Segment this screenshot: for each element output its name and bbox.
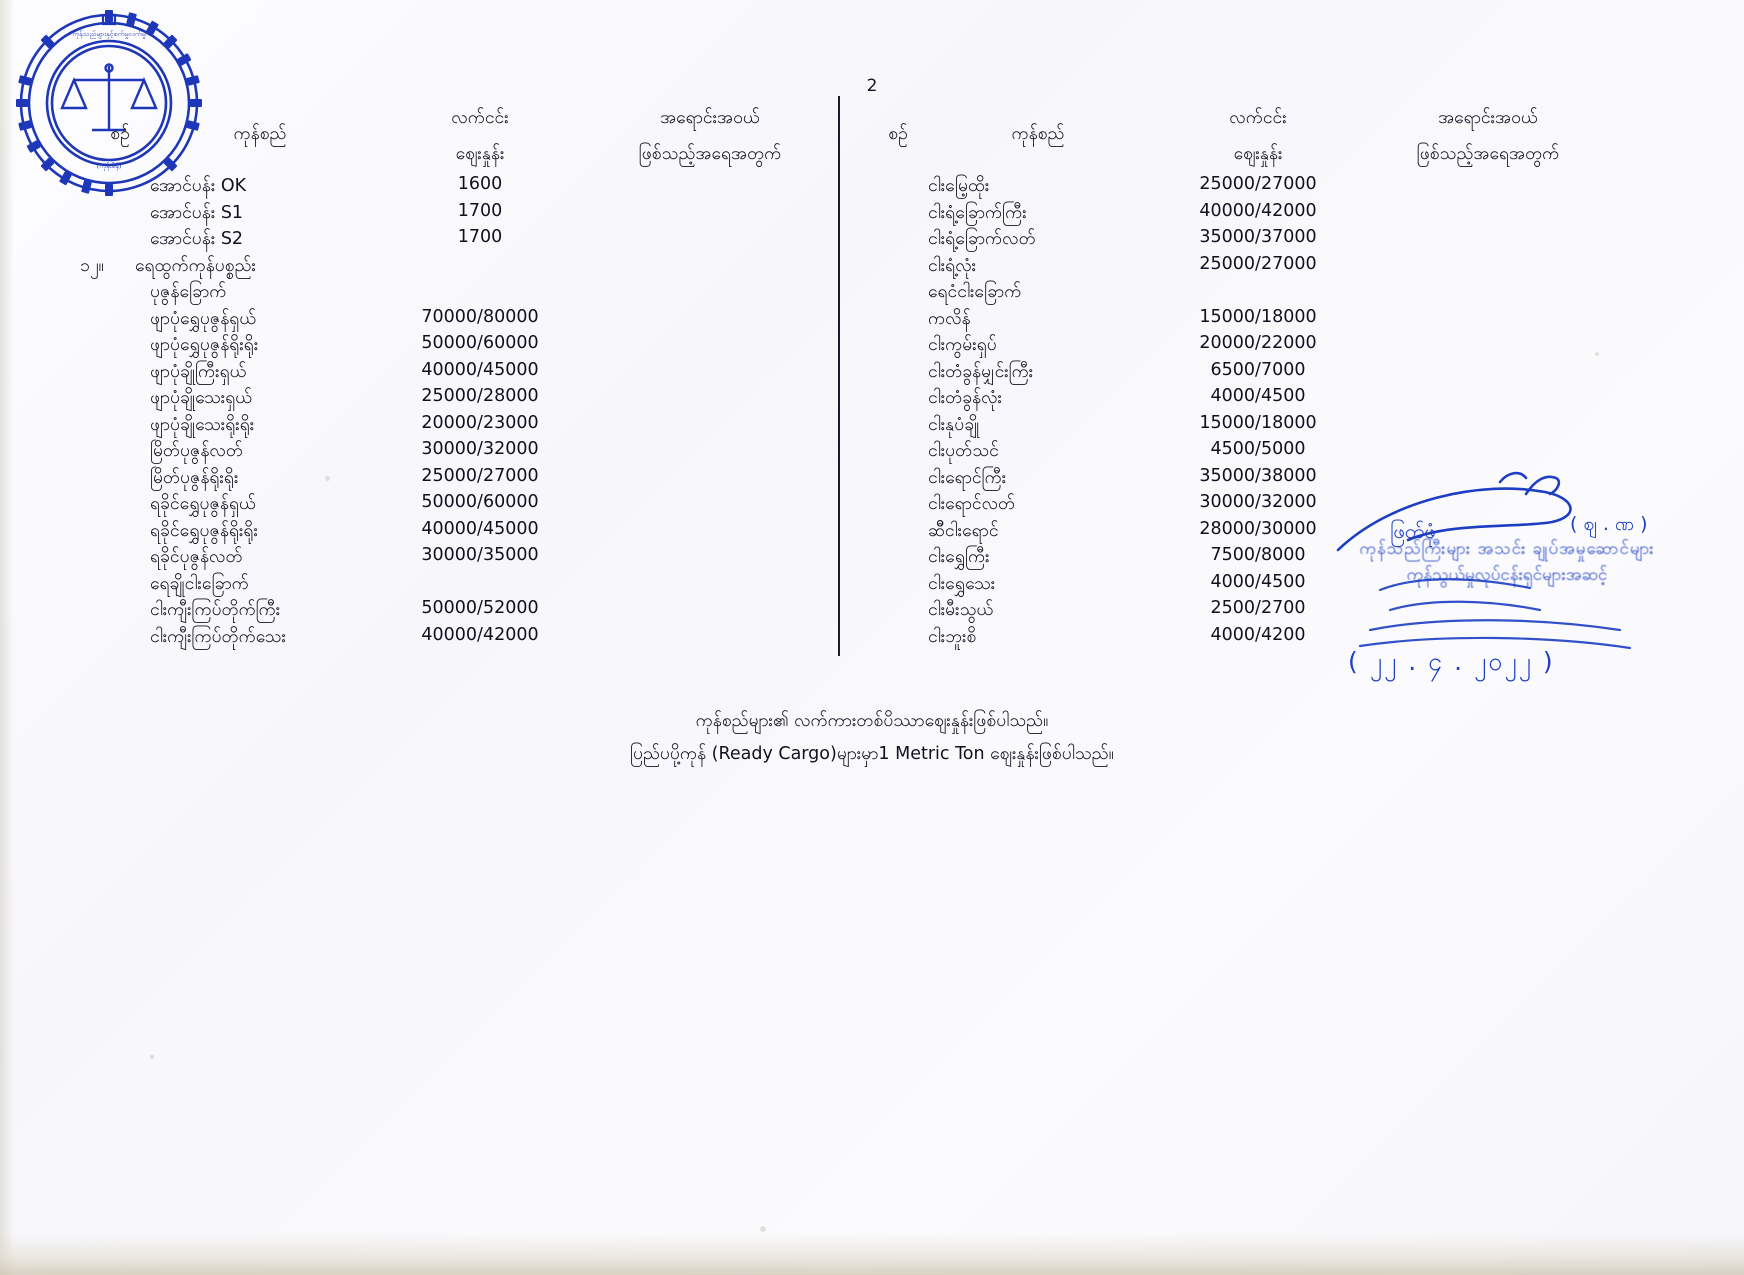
row-price: 2500/2700 (1210, 598, 1306, 618)
row-price: 50000/60000 (421, 333, 539, 353)
footnote-1: ကုန်စည်များ၏ လက်ကားတစ်ပိဿာဈေးနှုန်းဖြစ်ပါသည်။ (695, 711, 1049, 731)
page-edge-left (0, 0, 14, 1275)
table-row (868, 333, 1608, 360)
row-price: 30000/32000 (421, 439, 539, 459)
row-price: 35000/37000 (1199, 227, 1317, 247)
row-item-name: ရေထွက်ကုန်ပစ္စည်း (135, 255, 256, 276)
row-price: 1700 (457, 200, 503, 221)
row-price: 40000/45000 (421, 518, 539, 539)
row-item-name: ဖျာပုံချိုကြီးရှယ် (150, 361, 247, 382)
table-row (868, 227, 1608, 254)
header-no: စဉ် (888, 124, 908, 144)
row-price: 4000/4500 (1210, 386, 1306, 406)
stamp-line-1: ကုန်သည်ကြီးများ အသင်း ချုပ်အမှုဆောင်များ (1359, 539, 1655, 559)
row-item-name: ငါးကွမ်းရှပ် (928, 335, 997, 355)
table-row (868, 386, 1608, 413)
signature-block (1330, 470, 1730, 770)
table-row (90, 360, 830, 387)
table-row (90, 307, 830, 334)
row-price: 70000/80000 (421, 306, 539, 327)
table-row (868, 360, 1608, 387)
table-row (90, 545, 830, 572)
header-note-line1: အရောင်းအဝယ် (660, 108, 760, 128)
header-item: ကုန်စည် (1011, 124, 1065, 144)
row-item-name: ငါးပုတ်သင် (928, 441, 999, 461)
row-item-name: ငါးနုပံချို (928, 414, 980, 435)
price-table-left (80, 100, 830, 651)
column-divider (838, 96, 840, 656)
header-price (380, 100, 580, 172)
table-row (868, 174, 1608, 201)
row-price: 35000/38000 (1199, 465, 1317, 486)
row-item-name: ငါးမီးသွယ် (928, 600, 994, 620)
header-note-line2: ဖြစ်သည့်အရေအတွက် (1416, 144, 1560, 164)
header-price-line2: ဈေးနှုန်း (455, 144, 505, 164)
footnote-2: ပြည်ပပို့ကုန် (Ready Cargo)များမှာ1 Metric Ton ဈေးနှုန်းဖြစ်ပါသည်။ (630, 744, 1114, 764)
scan-speck (760, 1226, 766, 1232)
seal-outer-text: ကုန်သည်များနှင့်စက်မှုလက်မှု (72, 30, 146, 38)
row-price: 25000/27000 (1199, 253, 1317, 274)
row-item-name: ရခိုင်ရွှေပုဇွန်ရှယ် (150, 494, 256, 514)
row-price: 40000/42000 (1199, 200, 1317, 221)
row-item-name: ရခိုင်ပုဇွန်လတ် (150, 547, 243, 567)
row-item-name: ဖျာပုံချိုသေးရှယ် (150, 388, 253, 408)
row-price: 40000/45000 (421, 359, 539, 380)
row-price: 4000/4200 (1210, 624, 1306, 645)
header-price (1158, 100, 1358, 172)
row-item-name: ငါးဘူးစိ (928, 626, 977, 647)
table-row (868, 439, 1608, 466)
header-price-line2: ဈေးနှုန်း (1233, 144, 1283, 164)
row-item-name: ငါးကျီးကြပ်တိုက်သေး (150, 626, 286, 647)
signature-date: ( ၂၂ . ၄ . ၂၀၂၂ ) (1348, 647, 1555, 676)
table-row (868, 254, 1608, 281)
table-row (868, 307, 1608, 334)
seal-inner-text: (ကုန်းစိန်) (96, 162, 122, 170)
row-item-name: ငါးတံခွန်လုံး (928, 388, 1002, 408)
header-note-line2: ဖြစ်သည့်အရေအတွက် (638, 144, 782, 164)
header-note (1368, 100, 1608, 172)
table-body-left (80, 174, 830, 651)
row-price: 25000/28000 (421, 386, 539, 406)
scan-speck (325, 476, 330, 481)
row-item-name: ငါးရွှေသေး (928, 573, 996, 594)
row-price: 4500/5000 (1210, 439, 1306, 459)
row-item-name: ငါးရောင်ကြီး (928, 467, 1007, 488)
row-number: ၁၂။ (80, 255, 104, 276)
table-row (90, 280, 830, 307)
table-row (868, 201, 1608, 228)
row-price: 50000/52000 (421, 598, 539, 618)
row-item-name: ရခိုင်ရွှေပုဇွန်ရိုးရိုး (150, 520, 258, 541)
header-no: စဉ် (110, 124, 130, 144)
table-row (90, 572, 830, 599)
table-row (90, 519, 830, 546)
row-item-name: ငါးမြေ့ထိုး (928, 176, 990, 196)
table-row (90, 333, 830, 360)
table-header-right (868, 100, 1608, 172)
row-item-name: ငါးရွှေကြီး (928, 547, 990, 567)
table-row (90, 227, 830, 254)
header-price-line1: လက်ငင်း (451, 108, 509, 128)
row-price: 30000/35000 (421, 545, 539, 565)
row-item-name: မြိတ်ပုဇွန်လတ် (150, 441, 243, 461)
table-row (90, 492, 830, 519)
row-item-name: အောင်ပန်း OK (150, 176, 247, 196)
table-row (90, 439, 830, 466)
row-item-name: ငါးတံခွန်မျှင်းကြီး (928, 361, 1034, 382)
signature-name: ဖြတ်ဖုံ (1390, 519, 1436, 543)
table-row (90, 466, 830, 493)
header-price-line1: လက်ငင်း (1229, 108, 1287, 128)
row-price: 25000/27000 (1199, 174, 1317, 194)
page-edge-bottom (0, 1233, 1744, 1275)
row-price: 25000/27000 (421, 465, 539, 486)
row-item-name: ကလိန် (928, 308, 971, 329)
row-price: 1700 (457, 227, 503, 247)
table-row (868, 280, 1608, 307)
row-price: 28000/30000 (1199, 518, 1317, 539)
signature-code: ( ဈ . ဏ ) (1570, 513, 1648, 535)
row-item-name: ဖျာပုံရွှေပုဇွန်ရှယ် (150, 308, 257, 329)
handwritten-signature-icon (1330, 470, 1730, 770)
table-row (80, 254, 830, 281)
table-row (868, 413, 1608, 440)
row-item-name: အောင်ပန်း S2 (150, 229, 244, 249)
signature-stamp (1342, 536, 1672, 588)
scan-speck (150, 1055, 154, 1059)
table-row (90, 386, 830, 413)
row-item-name: မြိတ်ပုဇွန်ရိုးရိုး (150, 467, 239, 488)
row-price: 40000/42000 (421, 624, 539, 645)
table-row (90, 598, 830, 625)
header-item: ကုန်စည် (233, 124, 287, 144)
row-item-name: ငါးကျီးကြပ်တိုက်ကြီး (150, 600, 281, 620)
row-price: 20000/22000 (1199, 333, 1317, 353)
row-item-name: ဖျာပုံရွှေပုဇွန်ရိုးရိုး (150, 335, 259, 355)
table-row (90, 201, 830, 228)
row-price: 20000/23000 (421, 412, 539, 433)
table-row (90, 625, 830, 652)
row-price: 30000/32000 (1199, 492, 1317, 512)
row-item-name: ငါးရံ့လုံး (928, 255, 977, 276)
row-item-name: ငါးရံ့ခြောက်လတ် (928, 229, 1036, 249)
row-price: 6500/7000 (1210, 359, 1306, 380)
row-item-name: ဆိီငါးရောင် (928, 520, 999, 541)
header-note-line1: အရောင်းအဝယ် (1438, 108, 1538, 128)
table-row (90, 413, 830, 440)
row-price: 1600 (457, 174, 503, 194)
table-row (90, 174, 830, 201)
row-item-name: ရေငံငါးခြောက် (928, 282, 1022, 302)
stamp-line-2: ကုန်သွယ်မှုလုပ်ငန်းရှင်များအဆင့် (1406, 565, 1608, 585)
page-number: 2 (866, 76, 878, 96)
row-item-name: ငါးရံ့ခြောက်ကြီး (928, 202, 1027, 223)
row-item-name: ငါးရောင်လတ် (928, 494, 1016, 514)
row-price: 15000/18000 (1199, 412, 1317, 433)
scan-speck (1595, 352, 1599, 356)
row-item-name: ဖျာပုံချိုသေးရိုးရိုး (150, 414, 255, 435)
row-price: 50000/60000 (421, 492, 539, 512)
row-item-name: ရေချိုငါးခြောက် (150, 573, 249, 594)
row-item-name: ပုဇွန်ခြောက် (150, 282, 227, 302)
row-price: 15000/18000 (1199, 306, 1317, 327)
row-item-name: အောင်ပန်း S1 (150, 202, 244, 223)
table-header-left (90, 100, 830, 172)
header-note (590, 100, 830, 172)
row-price: 4000/4500 (1210, 571, 1306, 592)
row-price: 7500/8000 (1210, 545, 1306, 565)
